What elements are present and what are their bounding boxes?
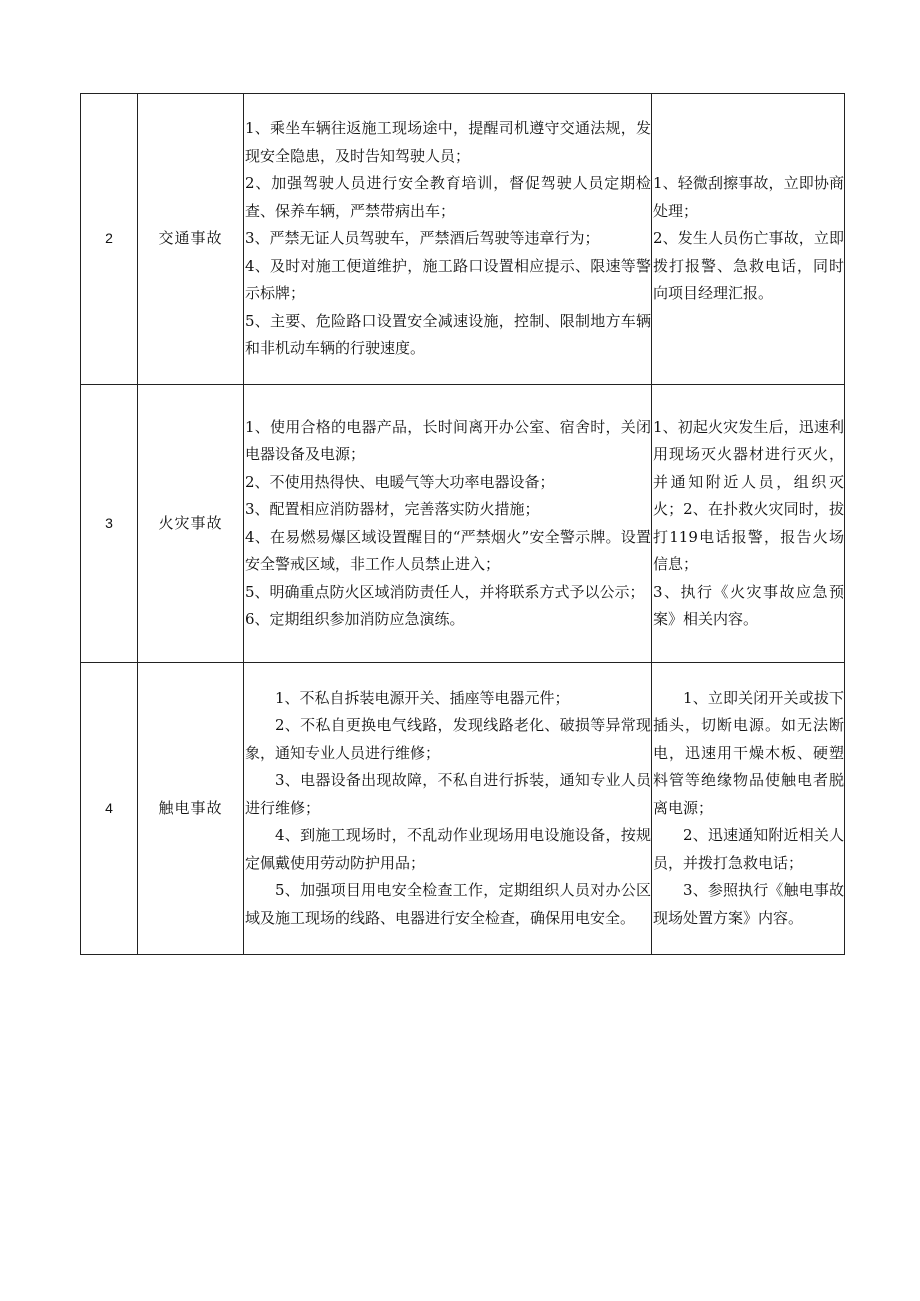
measure-item: 1、不私自拆装电源开关、插座等电器元件； [275,688,570,707]
measure-item: 3、严禁无证人员驾驶车，严禁酒后驾驶等违章行为； [245,229,600,248]
response-item: 1、立即关闭开关或拔下插头，切断电源。如无法断电，迅速用干燥木板、硬塑料管等绝缘物品使触电者脱离电源； [653,688,844,817]
emergency-response [652,385,845,663]
emergency-response [652,663,845,955]
response-item: 2、迅速通知附近相关人员，并拨打急救电话； [653,826,844,872]
prevention-measures [244,385,652,663]
response-item: 1、初起火灾发生后，迅速利用现场灭火器材进行灭火，并通知附近人员，组织灭火；2、在扑救火灾同时，拔打119电话报警，报告火场信息； [653,417,844,573]
measure-item: 4、及时对施工便道维护，施工路口设置相应提示、限速等警示标牌； [245,256,651,303]
response-item: 1、轻微刮擦事故，立即协商处理； [653,174,844,220]
response-item: 2、发生人员伤亡事故，立即拨打报警、急救电话，同时向项目经理汇报。 [653,229,844,303]
response-item: 3、执行《火灾事故应急预案》相关内容。 [653,582,844,628]
measure-item: 4、在易燃易爆区域设置醒目的“严禁烟火”安全警示牌。设置安全警戒区域，非工作人员禁止进入； [245,527,651,573]
safety-measures-table [80,93,845,955]
accident-type: 交通事故 [138,94,244,385]
table-row-electric [81,663,845,955]
measure-item: 6、定期组织参加消防应急演练。 [245,610,465,628]
measure-item: 3、配置相应消防器材，完善落实防火措施； [245,500,540,518]
accident-type: 触电事故 [138,663,244,955]
prevention-measures [244,94,652,385]
measure-item: 2、不私自更换电气线路，发现线路老化、破损等异常现象，通知专业人员进行维修； [245,716,651,762]
measure-item: 5、主要、危险路口设置安全减速设施，控制、限制地方车辆和非机动车辆的行驶速度。 [245,311,651,358]
row-number: 4 [81,663,138,955]
row-number: 2 [81,94,138,385]
measure-item: 1、使用合格的电器产品，长时间离开办公室、宿舍时，关闭电器设备及电源； [245,417,651,463]
prevention-measures [244,663,652,955]
measure-item: 2、加强驾驶人员进行安全教育培训，督促驾驶人员定期检查、保养车辆，严禁带病出车； [245,174,651,220]
response-item: 3、参照执行《触电事故现场处置方案》内容。 [653,881,844,927]
measure-item: 1、乘坐车辆往返施工现场途中，提醒司机遵守交通法规，发现安全隐患，及时告知驾驶人员； [245,119,651,165]
measure-item: 4、到施工现场时，不乱动作业现场用电设施设备，按规定佩戴使用劳动防护用品； [245,826,651,872]
row-number: 3 [81,385,138,663]
measure-item: 2、不使用热得快、电暖气等大功率电器设备； [245,472,555,491]
measure-item: 3、电器设备出现故障，不私自进行拆装，通知专业人员进行维修； [245,771,651,817]
table-row-fire [81,385,845,663]
accident-type: 火灾事故 [138,385,244,663]
measure-item: 5、加强项目用电安全检查工作，定期组织人员对办公区域及施工现场的线路、电器进行安全检查，确保用电安全。 [245,881,651,927]
measure-item: 5、明确重点防火区域消防责任人，并将联系方式予以公示； [245,582,645,601]
table-row-traffic [81,94,845,385]
emergency-response [652,94,845,385]
